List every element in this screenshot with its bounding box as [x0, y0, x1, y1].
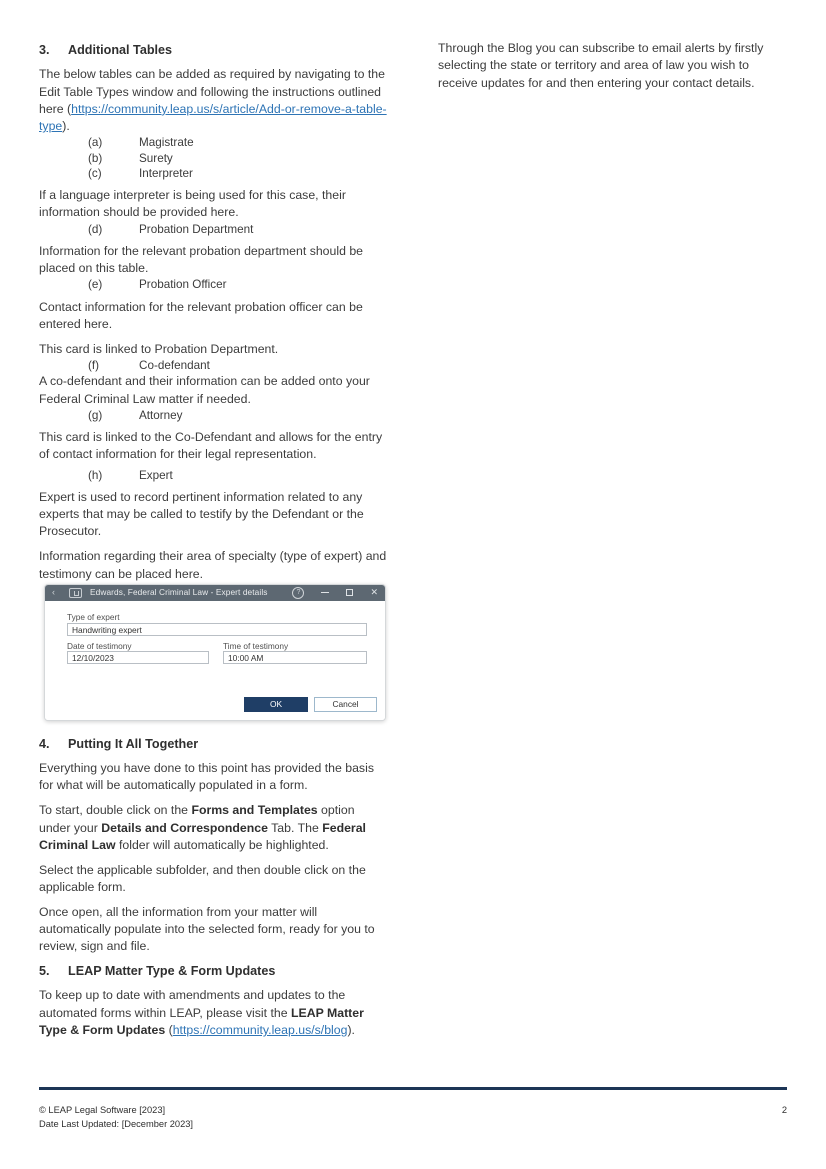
- footer: [39, 1104, 787, 1131]
- type-of-expert-field: Handwriting expert: [67, 623, 367, 636]
- type-of-expert-label: Type of expert: [67, 611, 120, 622]
- list-label: Interpreter: [139, 166, 193, 180]
- paragraph: Information regarding their area of specialty (type of expert) and testimony can be placed here.: [39, 549, 387, 581]
- list-item: [39, 135, 389, 150]
- paragraph: Everything you have done to this point has provided the basis for what will be automatically populated in a form.: [39, 761, 374, 793]
- text-run: To start, double click on the: [39, 803, 192, 818]
- date-of-testimony-label: Date of testimony: [67, 640, 132, 651]
- minimize-icon: [321, 592, 329, 593]
- left-column: [39, 40, 389, 1047]
- text-run: The below tables can be added as required by navigating to the Edit Table Types window and following the instructions outlined here (: [39, 67, 385, 116]
- section-title: Putting It All Together: [68, 736, 199, 751]
- expert-details-dialog-screenshot: [44, 584, 386, 721]
- section-title: Additional Tables: [68, 43, 173, 57]
- lettered-list: [39, 468, 389, 483]
- section-number: 4.: [39, 736, 50, 751]
- paragraph: Contact information for the relevant probation officer can be entered here.: [39, 299, 363, 331]
- help-icon: ?: [292, 587, 304, 599]
- paragraph: [39, 987, 389, 1039]
- list-item: [39, 277, 389, 292]
- right-column: [438, 40, 788, 99]
- dialog-titlebar: [45, 585, 385, 601]
- ok-button: OK: [244, 697, 308, 712]
- link-blog[interactable]: https://community.leap.us/s/blog: [172, 1023, 348, 1038]
- list-letter: (e): [88, 278, 103, 292]
- text-run: Tab. The: [267, 820, 323, 835]
- list-letter: (f): [88, 359, 100, 373]
- paragraph: If a language interpreter is being used for this case, their information should be provided here.: [39, 188, 346, 220]
- list-label: Probation Department: [139, 222, 254, 236]
- list-label: Co-defendant: [139, 359, 210, 373]
- window-controls: [292, 587, 378, 599]
- list-label: Magistrate: [139, 136, 194, 150]
- lettered-list: [39, 408, 389, 423]
- paragraph: Once open, all the information from your matter will automatically populate into the selected form, ready for you to review, sign and file.: [39, 904, 375, 954]
- list-letter: (g): [88, 408, 103, 422]
- section-number: 5.: [39, 964, 50, 979]
- list-letter: (h): [88, 468, 103, 482]
- list-label: Attorney: [139, 408, 183, 422]
- bold-run: LEAP Matter Type & Form Updates: [39, 1005, 364, 1038]
- list-item: [39, 222, 389, 237]
- bold-run: Details and Correspondence: [101, 820, 268, 835]
- list-letter: (a): [88, 136, 103, 150]
- list-label: Surety: [139, 151, 173, 165]
- link-add-remove-table-type[interactable]: https://community.leap.us/s/article/Add-or-remove-a-table-type: [39, 101, 387, 134]
- time-of-testimony-label: Time of testimony: [223, 640, 289, 651]
- list-letter: (c): [88, 166, 102, 180]
- section-number: 3.: [39, 43, 50, 57]
- dialog-body: [45, 601, 385, 720]
- paragraph: This card is linked to Probation Department.: [39, 341, 279, 356]
- lettered-list: [39, 277, 389, 292]
- paragraph: Expert is used to record pertinent information related to any experts that may be called to testify by the Defendant or the Prosecutor.: [39, 489, 364, 539]
- list-label: Probation Officer: [139, 278, 227, 292]
- time-of-testimony-field: 10:00 AM: [223, 651, 367, 664]
- list-letter: (b): [88, 151, 103, 165]
- paragraph: A co-defendant and their information can be added onto your Federal Criminal Law matter if needed.: [39, 374, 370, 406]
- matter-icon: [69, 588, 82, 598]
- paragraph: This card is linked to the Co-Defendant and allows for the entry of contact information for their legal representation.: [39, 430, 383, 462]
- list-item: [39, 358, 389, 373]
- list-label: Expert: [139, 468, 173, 482]
- list-letter: (d): [88, 222, 103, 236]
- list-item: [39, 408, 389, 423]
- paragraph: [39, 66, 389, 135]
- footer-copyright: © LEAP Legal Software [2023]: [39, 1105, 166, 1115]
- close-icon: ✕: [370, 587, 378, 598]
- paragraph: [39, 802, 389, 854]
- section-3-heading: [39, 42, 389, 59]
- list-item: [39, 468, 389, 483]
- page-number: 2: [781, 1105, 787, 1115]
- dialog-title: Edwards, Federal Criminal Law - Expert details: [90, 587, 268, 598]
- text-run: ).: [347, 1023, 355, 1038]
- lettered-list: [39, 222, 389, 237]
- bold-run: Federal Criminal Law: [39, 820, 366, 852]
- section-5-heading: [39, 963, 389, 980]
- paragraph: Information for the relevant probation department should be placed on this table.: [39, 243, 364, 276]
- maximize-icon: [346, 589, 353, 596]
- text-run: (: [165, 1023, 173, 1038]
- footer-date-updated: Date Last Updated: [December 2023]: [39, 1118, 194, 1129]
- back-icon: ‹: [52, 587, 55, 598]
- paragraph: Select the applicable subfolder, and then double click on the applicable form.: [39, 862, 366, 894]
- lettered-list: [39, 135, 389, 181]
- date-of-testimony-field: 12/10/2023: [67, 651, 209, 664]
- bold-run: Forms and Templates: [191, 803, 318, 818]
- section-4-heading: [39, 736, 389, 753]
- text-run: option under your: [39, 803, 355, 835]
- footer-rule: [39, 1087, 787, 1090]
- list-item: [39, 151, 389, 166]
- list-item: [39, 166, 389, 181]
- lettered-list: [39, 358, 389, 373]
- text-run: To keep up to date with amendments and updates to the automated forms within LEAP, please visit the: [39, 988, 346, 1020]
- text-run: folder will automatically be highlighted.: [115, 837, 329, 852]
- paragraph: Through the Blog you can subscribe to email alerts by firstly selecting the state or territory and area of law you wish to receive updates for and then entering your contact details.: [438, 41, 764, 90]
- section-title: LEAP Matter Type & Form Updates: [68, 964, 276, 979]
- text-run: ).: [62, 119, 70, 134]
- cancel-button: Cancel: [314, 697, 377, 712]
